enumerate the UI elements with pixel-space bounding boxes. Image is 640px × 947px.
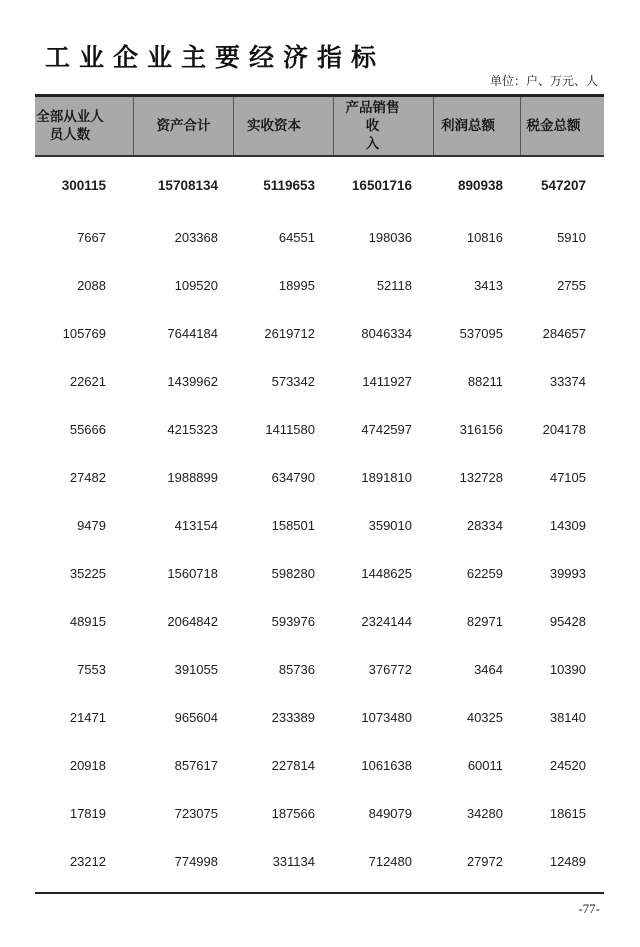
cell-total-tax: 14309 xyxy=(549,517,586,533)
cell-paid-in-capital: 64551 xyxy=(278,229,315,245)
header-total-profit-label: 利润总额 xyxy=(441,118,495,134)
cell-employees: 23212 xyxy=(69,853,106,869)
cell-total-profit: 316156 xyxy=(459,421,503,437)
header-paid-in-capital xyxy=(234,97,334,155)
table-row xyxy=(35,309,604,357)
cell-total-assets: 774998 xyxy=(174,853,218,869)
cell-paid-in-capital: 2619712 xyxy=(264,325,315,341)
cell-total-profit: 28334 xyxy=(466,517,503,533)
cell-employees: 17819 xyxy=(69,805,106,821)
cell-sales-revenue: 359010 xyxy=(368,517,412,533)
cell-total-profit: 34280 xyxy=(466,805,503,821)
cell-total-tax: 12489 xyxy=(549,853,586,869)
cell-employees: 22621 xyxy=(69,373,106,389)
cell-total-tax: 547207 xyxy=(540,177,586,193)
table-row xyxy=(35,501,604,549)
cell-sales-revenue: 1411927 xyxy=(362,373,412,389)
table-row xyxy=(35,261,604,309)
header-total-tax xyxy=(521,97,604,155)
cell-sales-revenue: 198036 xyxy=(368,229,412,245)
cell-paid-in-capital: 227814 xyxy=(271,757,315,773)
table-row xyxy=(35,741,604,789)
cell-total-profit: 10816 xyxy=(466,229,503,245)
header-total-profit xyxy=(434,97,521,155)
cell-total-assets: 723075 xyxy=(174,805,218,821)
cell-total-profit: 890938 xyxy=(457,177,503,193)
cell-sales-revenue: 16501716 xyxy=(351,177,412,193)
table-header xyxy=(35,94,604,157)
cell-employees: 20918 xyxy=(69,757,106,773)
cell-paid-in-capital: 5119653 xyxy=(263,177,315,193)
cell-sales-revenue: 8046334 xyxy=(361,325,412,341)
header-employees-line1: 全部从业人 xyxy=(36,109,104,125)
cell-total-profit: 40325 xyxy=(466,709,503,725)
cell-total-assets: 857617 xyxy=(174,757,218,773)
cell-sales-revenue: 1073480 xyxy=(361,709,412,725)
cell-paid-in-capital: 573342 xyxy=(271,373,315,389)
cell-paid-in-capital: 593976 xyxy=(271,613,315,629)
cell-total-assets: 2064842 xyxy=(167,613,218,629)
cell-paid-in-capital: 233389 xyxy=(271,709,315,725)
cell-paid-in-capital: 598280 xyxy=(271,565,315,581)
header-employees-line2: 员人数 xyxy=(49,127,91,143)
cell-paid-in-capital: 85736 xyxy=(278,661,315,677)
cell-employees: 48915 xyxy=(69,613,106,629)
cell-employees: 105769 xyxy=(62,325,106,341)
cell-employees: 2088 xyxy=(77,277,106,293)
table-row xyxy=(35,597,604,645)
cell-total-tax: 33374 xyxy=(549,373,586,389)
header-total-tax-label: 税金总额 xyxy=(526,118,581,134)
page-number: -77- xyxy=(578,901,600,916)
cell-paid-in-capital: 634790 xyxy=(271,469,315,485)
table-row xyxy=(35,693,604,741)
page-title: 工业企业主要经济指标 xyxy=(45,43,386,72)
cell-total-tax: 47105 xyxy=(549,469,586,485)
cell-total-profit: 3413 xyxy=(474,277,503,293)
cell-total-profit: 88211 xyxy=(467,373,503,389)
cell-total-assets: 1439962 xyxy=(167,373,218,389)
cell-total-profit: 62259 xyxy=(466,565,503,581)
header-employees xyxy=(35,97,134,155)
cell-sales-revenue: 849079 xyxy=(368,805,412,821)
cell-sales-revenue: 2324144 xyxy=(361,613,412,629)
unit-note: 单位：户、万元、人 xyxy=(489,74,598,88)
cell-sales-revenue: 1448625 xyxy=(361,565,412,581)
cell-total-tax: 2755 xyxy=(557,277,586,293)
cell-employees: 7553 xyxy=(77,661,106,677)
cell-sales-revenue: 712480 xyxy=(368,853,412,869)
table-row xyxy=(35,789,604,837)
cell-total-tax: 284657 xyxy=(542,325,586,341)
cell-total-profit: 82971 xyxy=(466,613,503,629)
table-row xyxy=(35,157,604,213)
cell-total-assets: 1988899 xyxy=(167,469,218,485)
cell-employees: 7667 xyxy=(77,229,106,245)
table-row xyxy=(35,645,604,693)
cell-paid-in-capital: 1411580 xyxy=(265,421,315,437)
table-row xyxy=(35,549,604,597)
cell-paid-in-capital: 331134 xyxy=(272,853,315,869)
cell-employees: 300115 xyxy=(61,177,106,193)
cell-total-assets: 109520 xyxy=(174,277,218,293)
cell-employees: 27482 xyxy=(69,469,106,485)
header-total-assets xyxy=(134,97,234,155)
cell-total-tax: 5910 xyxy=(557,229,586,245)
cell-total-profit: 27972 xyxy=(466,853,503,869)
cell-total-assets: 413154 xyxy=(174,517,218,533)
header-sales-revenue xyxy=(334,97,434,155)
cell-paid-in-capital: 158501 xyxy=(271,517,315,533)
cell-total-tax: 24520 xyxy=(549,757,586,773)
cell-sales-revenue: 1891810 xyxy=(361,469,412,485)
cell-total-assets: 7644184 xyxy=(167,325,218,341)
table-row xyxy=(35,405,604,453)
cell-paid-in-capital: 18995 xyxy=(278,277,315,293)
cell-total-tax: 95428 xyxy=(549,613,586,629)
cell-sales-revenue: 376772 xyxy=(368,661,412,677)
cell-total-profit: 3464 xyxy=(474,661,503,677)
bottom-rule xyxy=(35,892,604,894)
header-total-assets-label: 资产合计 xyxy=(156,118,211,134)
cell-employees: 9479 xyxy=(77,517,106,533)
cell-total-profit: 60011 xyxy=(467,757,503,773)
cell-employees: 21471 xyxy=(69,709,106,725)
table-body xyxy=(35,157,604,885)
cell-employees: 55666 xyxy=(69,421,106,437)
cell-employees: 35225 xyxy=(69,565,106,581)
cell-total-assets: 15708134 xyxy=(157,177,218,193)
cell-total-assets: 203368 xyxy=(174,229,218,245)
cell-total-assets: 391055 xyxy=(174,661,218,677)
header-paid-in-capital-label: 实收资本 xyxy=(247,118,301,134)
header-sales-revenue-line2: 收入 xyxy=(365,118,402,152)
cell-total-assets: 4215323 xyxy=(167,421,218,437)
cell-total-tax: 10390 xyxy=(549,661,586,677)
cell-total-tax: 204178 xyxy=(542,421,586,437)
cell-sales-revenue: 52118 xyxy=(376,277,412,293)
cell-total-tax: 38140 xyxy=(549,709,586,725)
cell-sales-revenue: 4742597 xyxy=(361,421,412,437)
cell-paid-in-capital: 187566 xyxy=(271,805,315,821)
cell-total-profit: 132728 xyxy=(459,469,503,485)
cell-total-tax: 39993 xyxy=(549,565,586,581)
cell-sales-revenue: 1061638 xyxy=(361,757,412,773)
table-row xyxy=(35,213,604,261)
header-sales-revenue-line1: 产品销售 xyxy=(345,100,400,116)
cell-total-tax: 18615 xyxy=(549,805,586,821)
table-row xyxy=(35,357,604,405)
table-row xyxy=(35,837,604,885)
table-row xyxy=(35,453,604,501)
cell-total-assets: 965604 xyxy=(174,709,218,725)
cell-total-profit: 537095 xyxy=(459,325,503,341)
cell-total-assets: 1560718 xyxy=(167,565,218,581)
